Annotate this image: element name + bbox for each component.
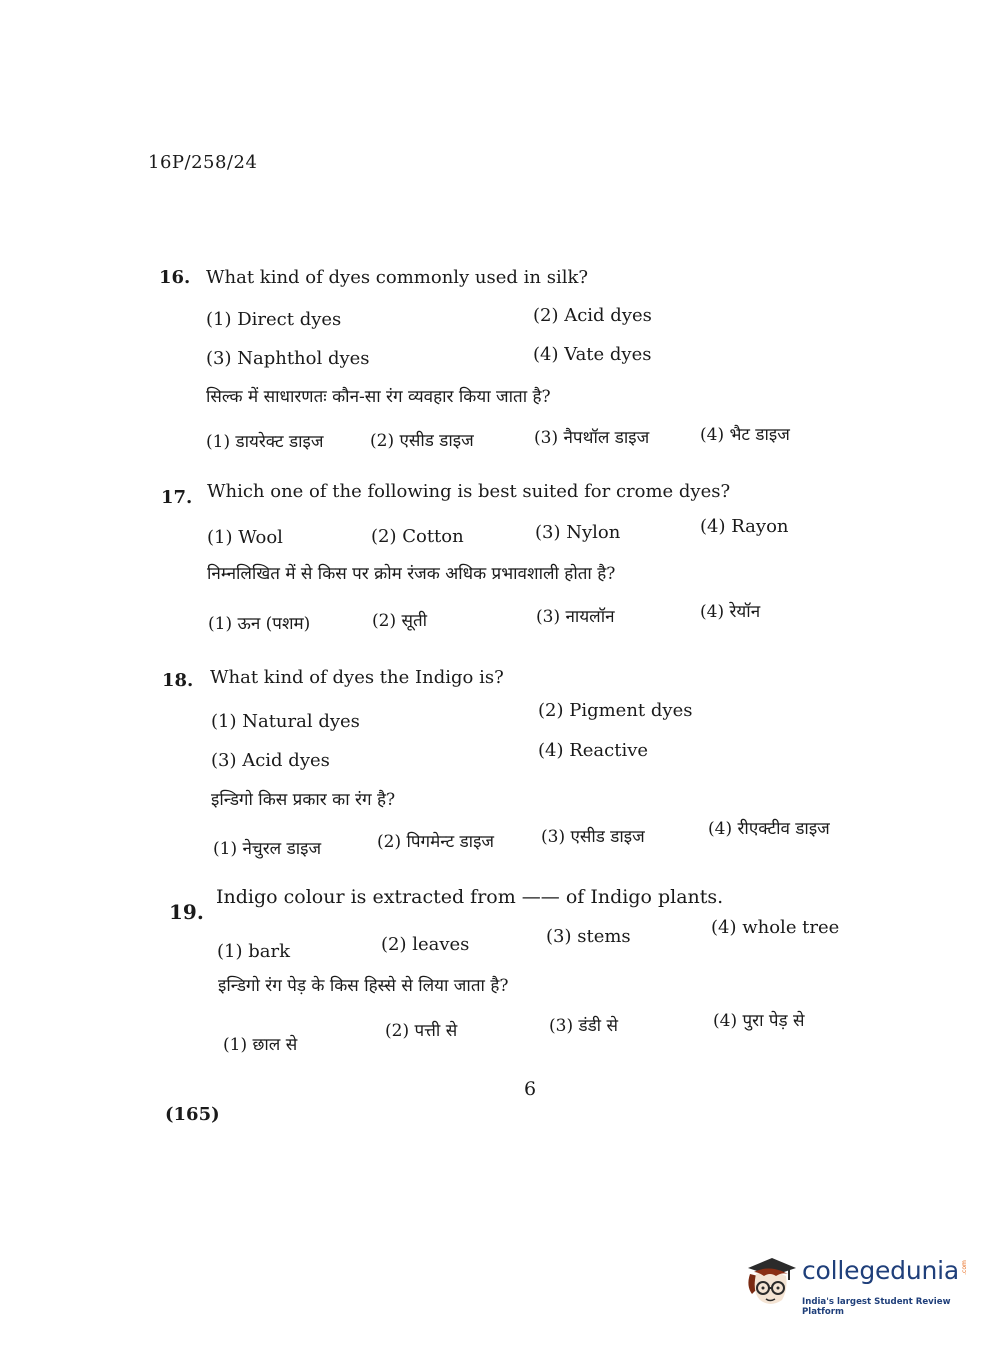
hindi-option-3: (3) नायलॉन bbox=[536, 607, 615, 627]
question-number: 19. bbox=[169, 900, 204, 924]
logo-wordmark: collegedunia bbox=[802, 1256, 959, 1285]
option-4: (4) whole tree bbox=[711, 917, 840, 938]
footer-code: (165) bbox=[165, 1104, 220, 1125]
option-2: (2) Acid dyes bbox=[533, 305, 652, 326]
hindi-option-3: (3) एसीड डाइज bbox=[541, 827, 645, 847]
hindi-option-3: (3) डंडी से bbox=[549, 1016, 618, 1036]
hindi-option-1: (1) ऊन (पशम) bbox=[208, 614, 311, 634]
option-3: (3) stems bbox=[546, 926, 631, 947]
option-2: (2) leaves bbox=[381, 934, 470, 955]
hindi-option-2: (2) पत्ती से bbox=[385, 1021, 458, 1041]
question-number: 18. bbox=[162, 670, 194, 691]
option-1: (1) Wool bbox=[207, 527, 283, 548]
hindi-option-1: (1) डायरेक्ट डाइज bbox=[206, 432, 324, 452]
hindi-option-3: (3) नैपथॉल डाइज bbox=[534, 428, 650, 448]
question-text-hindi: निम्नलिखित में से किस पर क्रोम रंजक अधिक प्रभावशाली होता है? bbox=[207, 564, 616, 584]
option-1: (1) bark bbox=[217, 941, 290, 962]
option-4: (4) Vate dyes bbox=[533, 344, 652, 365]
question-number: 16. bbox=[159, 267, 191, 288]
hindi-option-4: (4) रेयॉन bbox=[700, 602, 761, 622]
option-3: (3) Naphthol dyes bbox=[206, 348, 370, 369]
hindi-option-4: (4) पुरा पेड़ से bbox=[713, 1011, 805, 1031]
hindi-option-4: (4) रीएक्टीव डाइज bbox=[708, 819, 830, 839]
option-3: (3) Acid dyes bbox=[211, 750, 330, 771]
question-text: What kind of dyes the Indigo is? bbox=[210, 667, 504, 688]
hindi-option-2: (2) सूती bbox=[372, 611, 428, 631]
hindi-option-1: (1) नेचुरल डाइज bbox=[213, 839, 322, 859]
question-text: Indigo colour is extracted from —— of Indigo plants. bbox=[216, 886, 724, 908]
question-text-hindi: इन्डिगो किस प्रकार का रंग है? bbox=[211, 790, 396, 810]
option-1: (1) Natural dyes bbox=[211, 711, 360, 732]
option-3: (3) Nylon bbox=[535, 522, 621, 543]
logo-domain: .com bbox=[960, 1260, 968, 1275]
question-text: What kind of dyes commonly used in silk? bbox=[206, 267, 589, 288]
question-number: 17. bbox=[161, 487, 193, 508]
page-number: 6 bbox=[524, 1078, 537, 1100]
hindi-option-2: (2) पिगमेन्ट डाइज bbox=[377, 832, 495, 852]
collegedunia-logo bbox=[742, 1250, 968, 1317]
question-text: Which one of the following is best suited for crome dyes? bbox=[207, 481, 731, 502]
hindi-option-1: (1) छाल से bbox=[223, 1035, 298, 1055]
logo-tagline: India's largest Student Review Platform bbox=[802, 1297, 951, 1317]
option-4: (4) Reactive bbox=[538, 740, 649, 761]
question-text-hindi: सिल्क में साधारणतः कौन-सा रंग व्यवहार किया जाता है? bbox=[206, 387, 551, 407]
option-4: (4) Rayon bbox=[700, 516, 789, 537]
option-1: (1) Direct dyes bbox=[206, 309, 342, 330]
question-text-hindi: इन्डिगो रंग पेड़ के किस हिस्से से लिया जाता है? bbox=[218, 976, 509, 996]
mascot-icon bbox=[742, 1250, 798, 1312]
option-2: (2) Pigment dyes bbox=[538, 700, 693, 721]
hindi-option-2: (2) एसीड डाइज bbox=[370, 431, 474, 451]
option-2: (2) Cotton bbox=[371, 526, 464, 547]
paper-code: 16P/258/24 bbox=[148, 152, 258, 173]
hindi-option-4: (4) भैट डाइज bbox=[700, 425, 790, 445]
